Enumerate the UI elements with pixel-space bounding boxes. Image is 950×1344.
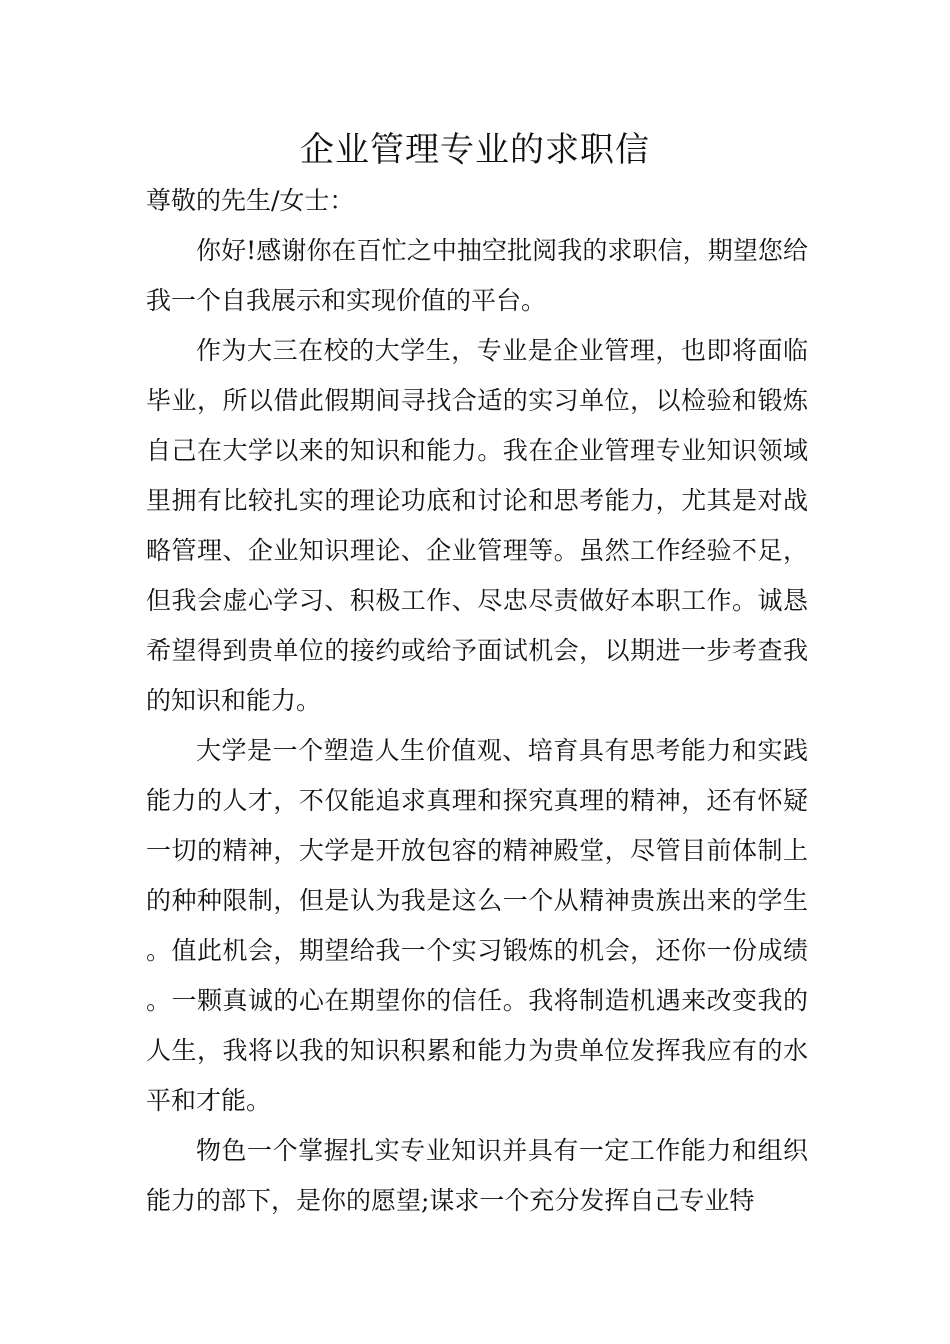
paragraph-greeting: 你好!感谢你在百忙之中抽空批阅我的求职信，期望您给我一个自我展示和实现价值的平台。 <box>146 236 808 315</box>
letter-body <box>146 176 808 1226</box>
salutation: 尊敬的先生/女士： <box>146 186 355 215</box>
paragraph-university: 大学是一个塑造人生价值观、培育具有思考能力和实践能力的人才，不仅能追求真理和探究真理的精神，还有怀疑一切的精神，大学是开放包容的精神殿堂，尽管目前体制上的种种限制，但是认为我是这么一个从精神贵族出来的学生。值此机会，期望给我一个实习锻炼的机会，还你一份成绩。一颗真诚的心在期望你的信任。我将制造机遇来改变我的人生，我将以我的知识积累和能力为贵单位发挥我应有的水平和才能。 <box>146 736 808 1115</box>
document-title: 企业管理专业的求职信 <box>300 130 650 170</box>
paragraph-introduction: 作为大三在校的大学生，专业是企业管理，也即将面临毕业，所以借此假期间寻找合适的实习单位，以检验和锻炼自己在大学以来的知识和能力。我在企业管理专业知识领域里拥有比较扎实的理论功底和讨论和思考能力，尤其是对战略管理、企业知识理论、企业管理等。虽然工作经验不足，但我会虚心学习、积极工作、尽忠尽责做好本职工作。诚恳希望得到贵单位的接约或给予面试机会，以期进一步考查我的知识和能力。 <box>146 336 808 715</box>
paragraph-closing: 物色一个掌握扎实专业知识并具有一定工作能力和组织能力的部下，是你的愿望;谋求一个充分发挥自己专业特 <box>146 1136 808 1215</box>
